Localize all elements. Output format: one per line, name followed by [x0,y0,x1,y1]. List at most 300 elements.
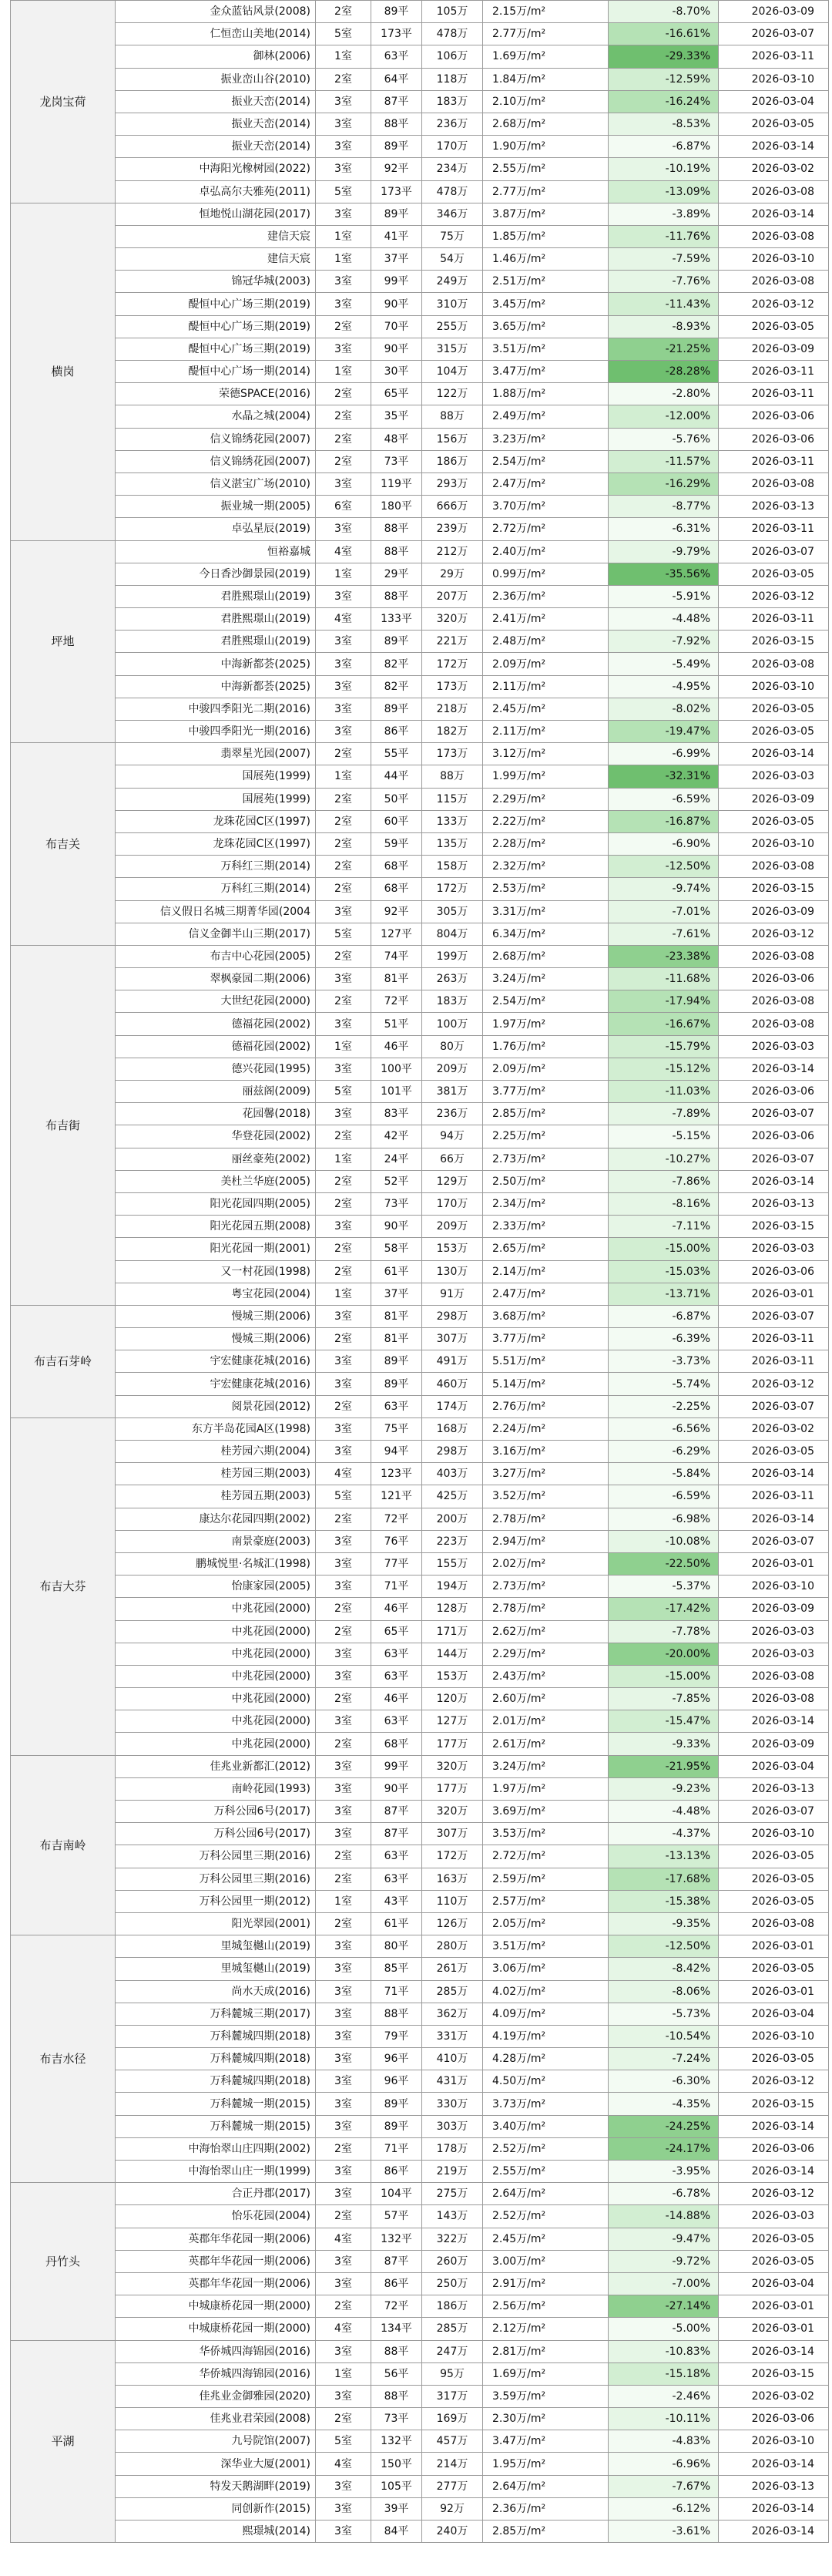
rooms-cell: 1室 [316,1035,371,1058]
total-price-cell: 172万 [422,653,483,675]
price-change-cell: -7.24% [609,2048,719,2070]
rooms-cell: 2室 [316,990,371,1013]
price-change-cell: -15.12% [609,1058,719,1080]
total-price-cell: 186万 [422,450,483,472]
total-price-cell: 285万 [422,1980,483,2003]
table-row [11,2318,829,2340]
date-cell: 2026-03-09 [719,338,829,360]
price-change-cell: -9.74% [609,878,719,900]
area-cell: 50平 [371,788,422,810]
rooms-cell: 2室 [316,856,371,878]
date-cell: 2026-03-11 [719,518,829,540]
estate-name-cell: 华登花园(2002) [116,1125,316,1148]
table-row [11,653,829,675]
area-cell: 63平 [371,45,422,68]
total-price-cell: 221万 [422,631,483,653]
total-price-cell: 186万 [422,2295,483,2318]
unit-price-cell: 2.48万/m² [483,631,609,653]
table-row [11,1868,829,1890]
total-price-cell: 54万 [422,248,483,271]
unit-price-cell: 3.77万/m² [483,1328,609,1350]
listing-table [10,0,829,2543]
rooms-cell: 2室 [316,1238,371,1260]
total-price-cell: 346万 [422,203,483,225]
total-price-cell: 183万 [422,990,483,1013]
rooms-cell: 3室 [316,2161,371,2183]
rooms-cell: 1室 [316,563,371,585]
date-cell: 2026-03-01 [719,2318,829,2340]
area-cell: 55平 [371,743,422,765]
total-price-cell: 178万 [422,2137,483,2160]
table-row [11,158,829,180]
price-change-cell: -27.14% [609,2295,719,2318]
total-price-cell: 298万 [422,1441,483,1463]
price-change-cell: -13.71% [609,1283,719,1305]
unit-price-cell: 1.69万/m² [483,2362,609,2385]
price-change-cell: -15.00% [609,1238,719,1260]
total-price-cell: 322万 [422,2228,483,2250]
date-cell: 2026-03-05 [719,315,829,338]
total-price-cell: 129万 [422,1170,483,1192]
date-cell: 2026-03-11 [719,608,829,631]
total-price-cell: 105万 [422,1,483,23]
district-label: 丹竹头 [11,2183,116,2340]
unit-price-cell: 2.30万/m² [483,2408,609,2430]
total-price-cell: 214万 [422,2453,483,2475]
unit-price-cell: 2.68万/m² [483,113,609,135]
unit-price-cell: 4.28万/m² [483,2048,609,2070]
price-change-cell: -11.03% [609,1081,719,1103]
estate-name-cell: 阳光花园五期(2008) [116,1216,316,1238]
price-change-cell: -9.47% [609,2228,719,2250]
total-price-cell: 174万 [422,1395,483,1417]
total-price-cell: 307万 [422,1328,483,1350]
price-change-cell: -7.67% [609,2475,719,2497]
estate-name-cell: 万科公园6号(2017) [116,1801,316,1823]
total-price-cell: 75万 [422,225,483,247]
date-cell: 2026-03-15 [719,2362,829,2385]
area-cell: 88平 [371,113,422,135]
estate-name-cell: 中兆花园(2000) [116,1665,316,1687]
price-change-cell: -8.53% [609,113,719,135]
area-cell: 70平 [371,315,422,338]
rooms-cell: 3室 [316,1643,371,1665]
total-price-cell: 260万 [422,2250,483,2272]
area-cell: 173平 [371,180,422,203]
table-row [11,2521,829,2543]
unit-price-cell: 3.51万/m² [483,1935,609,1958]
total-price-cell: 92万 [422,2497,483,2520]
table-row [11,361,829,383]
date-cell: 2026-03-05 [719,1441,829,1463]
date-cell: 2026-03-03 [719,1620,829,1643]
area-cell: 57平 [371,2205,422,2228]
estate-name-cell: 中骏四季阳光二期(2016) [116,698,316,720]
area-cell: 89平 [371,1,422,23]
estate-name-cell: 中兆花园(2000) [116,1643,316,1665]
area-cell: 83平 [371,1103,422,1125]
date-cell: 2026-03-10 [719,68,829,90]
unit-price-cell: 2.62万/m² [483,1620,609,1643]
rooms-cell: 2室 [316,1620,371,1643]
price-change-cell: -9.35% [609,1912,719,1935]
total-price-cell: 130万 [422,1260,483,1283]
rooms-cell: 2室 [316,1845,371,1868]
estate-name-cell: 佳兆业金御雅园(2020) [116,2385,316,2407]
date-cell: 2026-03-08 [719,1665,829,1687]
total-price-cell: 177万 [422,1733,483,1755]
estate-name-cell: 佳兆业君荣园(2008) [116,2408,316,2430]
table-row [11,1013,829,1035]
unit-price-cell: 2.51万/m² [483,271,609,293]
estate-name-cell: 振业城一期(2005) [116,496,316,518]
rooms-cell: 3室 [316,1777,371,1800]
unit-price-cell: 1.90万/m² [483,136,609,158]
table-row [11,1530,829,1552]
total-price-cell: 66万 [422,1148,483,1170]
unit-price-cell: 2.52万/m² [483,2137,609,2160]
table-row [11,2137,829,2160]
total-price-cell: 122万 [422,383,483,405]
unit-price-cell: 1.97万/m² [483,1013,609,1035]
price-change-cell: -10.19% [609,158,719,180]
table-row [11,1688,829,1710]
total-price-cell: 303万 [422,2115,483,2137]
price-change-cell: -7.86% [609,1170,719,1192]
unit-price-cell: 2.32万/m² [483,856,609,878]
table-row [11,450,829,472]
unit-price-cell: 2.73万/m² [483,1576,609,1598]
table-row [11,2003,829,2025]
area-cell: 86平 [371,2272,422,2295]
price-change-cell: -16.87% [609,810,719,832]
area-cell: 89平 [371,1373,422,1395]
rooms-cell: 5室 [316,180,371,203]
rooms-cell: 3室 [316,1013,371,1035]
estate-name-cell: 万科公园里三期(2016) [116,1845,316,1868]
district-label: 龙岗宝荷 [11,1,116,203]
estate-name-cell: 锦冠华城(2003) [116,271,316,293]
table-row [11,1552,829,1575]
estate-name-cell: 德兴花园(1995) [116,1058,316,1080]
table-row [11,1103,829,1125]
date-cell: 2026-03-12 [719,2070,829,2093]
rooms-cell: 2室 [316,1192,371,1215]
area-cell: 30平 [371,361,422,383]
table-row [11,1260,829,1283]
estate-name-cell: 又一村花园(1998) [116,1260,316,1283]
estate-name-cell: 熙璟城(2014) [116,2521,316,2543]
table-row [11,2362,829,2385]
estate-name-cell: 荣德SPACE(2016) [116,383,316,405]
table-row [11,900,829,923]
table-row [11,2453,829,2475]
date-cell: 2026-03-01 [719,1283,829,1305]
rooms-cell: 3室 [316,2093,371,2115]
area-cell: 104平 [371,2183,422,2205]
district-label: 平湖 [11,2340,116,2543]
table-row [11,832,829,855]
total-price-cell: 247万 [422,2340,483,2362]
total-price-cell: 143万 [422,2205,483,2228]
estate-name-cell: 振业天峦(2014) [116,90,316,113]
total-price-cell: 135万 [422,832,483,855]
rooms-cell: 3室 [316,158,371,180]
unit-price-cell: 5.14万/m² [483,1373,609,1395]
total-price-cell: 80万 [422,1035,483,1058]
date-cell: 2026-03-05 [719,2250,829,2272]
estate-name-cell: 仁恒峦山美地(2014) [116,23,316,45]
table-row [11,721,829,743]
rooms-cell: 3室 [316,136,371,158]
listing-table-sheet [10,0,828,2543]
estate-name-cell: 怡乐花园(2004) [116,2205,316,2228]
rooms-cell: 3室 [316,1980,371,2003]
total-price-cell: 280万 [422,1935,483,1958]
table-row [11,810,829,832]
price-change-cell: -11.68% [609,968,719,990]
rooms-cell: 1室 [316,1148,371,1170]
area-cell: 134平 [371,2318,422,2340]
estate-name-cell: 慢城三期(2006) [116,1305,316,1327]
table-row [11,1485,829,1508]
price-change-cell: -7.61% [609,923,719,945]
estate-name-cell: 美杜兰华庭(2005) [116,1170,316,1192]
total-price-cell: 91万 [422,1283,483,1305]
unit-price-cell: 2.49万/m² [483,405,609,428]
rooms-cell: 2室 [316,2137,371,2160]
date-cell: 2026-03-12 [719,585,829,607]
price-change-cell: -6.78% [609,2183,719,2205]
table-row [11,113,829,135]
rooms-cell: 3室 [316,271,371,293]
table-row [11,2093,829,2115]
price-change-cell: -11.76% [609,225,719,247]
rooms-cell: 2室 [316,405,371,428]
rooms-cell: 4室 [316,1463,371,1485]
date-cell: 2026-03-04 [719,2003,829,2025]
date-cell: 2026-03-14 [719,1170,829,1192]
table-row [11,293,829,315]
price-change-cell: -11.43% [609,293,719,315]
unit-price-cell: 2.29万/m² [483,1643,609,1665]
date-cell: 2026-03-12 [719,1373,829,1395]
date-cell: 2026-03-13 [719,1777,829,1800]
price-change-cell: -6.31% [609,518,719,540]
date-cell: 2026-03-09 [719,1,829,23]
rooms-cell: 3室 [316,2521,371,2543]
unit-price-cell: 2.41万/m² [483,608,609,631]
price-change-cell: -15.03% [609,1260,719,1283]
table-row [11,1755,829,1777]
table-row [11,472,829,495]
table-row [11,1058,829,1080]
date-cell: 2026-03-10 [719,248,829,271]
area-cell: 46平 [371,1598,422,1620]
date-cell: 2026-03-13 [719,496,829,518]
rooms-cell: 2室 [316,1,371,23]
total-price-cell: 403万 [422,1463,483,1485]
estate-name-cell: 振业天峦(2014) [116,113,316,135]
date-cell: 2026-03-05 [719,1958,829,1980]
estate-name-cell: 国展苑(1999) [116,765,316,788]
table-row [11,1,829,23]
district-label: 布吉大芬 [11,1417,116,1755]
date-cell: 2026-03-07 [719,1801,829,1823]
price-change-cell: -10.11% [609,2408,719,2430]
price-change-cell: -7.85% [609,1688,719,1710]
total-price-cell: 804万 [422,923,483,945]
price-change-cell: -5.84% [609,1463,719,1485]
table-row [11,271,829,293]
table-row [11,2340,829,2362]
date-cell: 2026-03-13 [719,2475,829,2497]
table-row [11,1081,829,1103]
area-cell: 29平 [371,563,422,585]
district-label: 布吉石芽岭 [11,1305,116,1417]
table-row [11,2070,829,2093]
price-change-cell: -3.95% [609,2161,719,2183]
rooms-cell: 3室 [316,293,371,315]
unit-price-cell: 3.31万/m² [483,900,609,923]
area-cell: 65平 [371,1620,422,1643]
rooms-cell: 5室 [316,923,371,945]
table-row [11,225,829,247]
total-price-cell: 29万 [422,563,483,585]
area-cell: 150平 [371,2453,422,2475]
unit-price-cell: 1.95万/m² [483,2453,609,2475]
price-change-cell: -6.99% [609,743,719,765]
price-change-cell: -6.96% [609,2453,719,2475]
date-cell: 2026-03-06 [719,1260,829,1283]
rooms-cell: 3室 [316,2070,371,2093]
district-label: 布吉南岭 [11,1755,116,1935]
area-cell: 87平 [371,90,422,113]
total-price-cell: 261万 [422,1958,483,1980]
price-change-cell: -6.29% [609,1441,719,1463]
estate-name-cell: 醍恒中心广场三期(2019) [116,293,316,315]
unit-price-cell: 2.43万/m² [483,1665,609,1687]
unit-price-cell: 2.47万/m² [483,1283,609,1305]
total-price-cell: 100万 [422,1013,483,1035]
rooms-cell: 3室 [316,653,371,675]
estate-name-cell: 中兆花园(2000) [116,1620,316,1643]
rooms-cell: 3室 [316,113,371,135]
unit-price-cell: 2.72万/m² [483,1845,609,1868]
table-row [11,1035,829,1058]
date-cell: 2026-03-07 [719,1305,829,1327]
table-row [11,585,829,607]
total-price-cell: 666万 [422,496,483,518]
unit-price-cell: 2.85万/m² [483,2521,609,2543]
price-change-cell: -4.83% [609,2430,719,2453]
unit-price-cell: 3.69万/m² [483,1801,609,1823]
total-price-cell: 491万 [422,1350,483,1373]
unit-price-cell: 2.01万/m² [483,1710,609,1733]
table-row [11,428,829,450]
rooms-cell: 3室 [316,1350,371,1373]
unit-price-cell: 3.53万/m² [483,1823,609,1845]
date-cell: 2026-03-14 [719,203,829,225]
price-change-cell: -7.59% [609,248,719,271]
unit-price-cell: 2.76万/m² [483,1395,609,1417]
area-cell: 121平 [371,1485,422,1508]
table-row [11,1125,829,1148]
date-cell: 2026-03-12 [719,2183,829,2205]
price-change-cell: -15.47% [609,1710,719,1733]
total-price-cell: 144万 [422,1643,483,1665]
table-row [11,990,829,1013]
estate-name-cell: 阳光花园一期(2001) [116,1238,316,1260]
unit-price-cell: 3.00万/m² [483,2250,609,2272]
area-cell: 63平 [371,1643,422,1665]
rooms-cell: 3室 [316,338,371,360]
price-change-cell: -8.70% [609,1,719,23]
price-change-cell: -6.59% [609,1485,719,1508]
table-row [11,1373,829,1395]
date-cell: 2026-03-06 [719,1081,829,1103]
area-cell: 89平 [371,698,422,720]
area-cell: 48平 [371,428,422,450]
date-cell: 2026-03-11 [719,361,829,383]
area-cell: 37平 [371,248,422,271]
date-cell: 2026-03-07 [719,1103,829,1125]
unit-price-cell: 2.36万/m² [483,585,609,607]
unit-price-cell: 2.25万/m² [483,1125,609,1148]
date-cell: 2026-03-10 [719,832,829,855]
rooms-cell: 3室 [316,1417,371,1440]
area-cell: 35平 [371,405,422,428]
total-price-cell: 173万 [422,743,483,765]
unit-price-cell: 2.91万/m² [483,2272,609,2295]
total-price-cell: 330万 [422,2093,483,2115]
price-change-cell: -16.67% [609,1013,719,1035]
unit-price-cell: 2.72万/m² [483,518,609,540]
rooms-cell: 3室 [316,1710,371,1733]
total-price-cell: 320万 [422,608,483,631]
estate-name-cell: 君胜熙璟山(2019) [116,585,316,607]
table-row [11,2183,829,2205]
unit-price-cell: 2.10万/m² [483,90,609,113]
unit-price-cell: 1.46万/m² [483,248,609,271]
total-price-cell: 104万 [422,361,483,383]
total-price-cell: 478万 [422,180,483,203]
date-cell: 2026-03-05 [719,563,829,585]
table-row [11,1148,829,1170]
total-price-cell: 177万 [422,1777,483,1800]
area-cell: 81平 [371,1305,422,1327]
price-change-cell: -5.15% [609,1125,719,1148]
price-change-cell: -9.72% [609,2250,719,2272]
estate-name-cell: 卓弘星辰(2019) [116,518,316,540]
estate-name-cell: 宇宏健康花城(2016) [116,1350,316,1373]
unit-price-cell: 2.94万/m² [483,1530,609,1552]
total-price-cell: 126万 [422,1912,483,1935]
estate-name-cell: 阳光花园四期(2005) [116,1192,316,1215]
rooms-cell: 1室 [316,361,371,383]
total-price-cell: 212万 [422,540,483,563]
price-change-cell: -10.54% [609,2025,719,2047]
date-cell: 2026-03-11 [719,450,829,472]
rooms-cell: 3室 [316,2003,371,2025]
unit-price-cell: 2.78万/m² [483,1508,609,1530]
rooms-cell: 3室 [316,585,371,607]
date-cell: 2026-03-06 [719,428,829,450]
estate-name-cell: 东方半岛花园A区(1998) [116,1417,316,1440]
estate-name-cell: 华侨城四海锦园(2016) [116,2340,316,2362]
rooms-cell: 3室 [316,1216,371,1238]
rooms-cell: 3室 [316,1058,371,1080]
